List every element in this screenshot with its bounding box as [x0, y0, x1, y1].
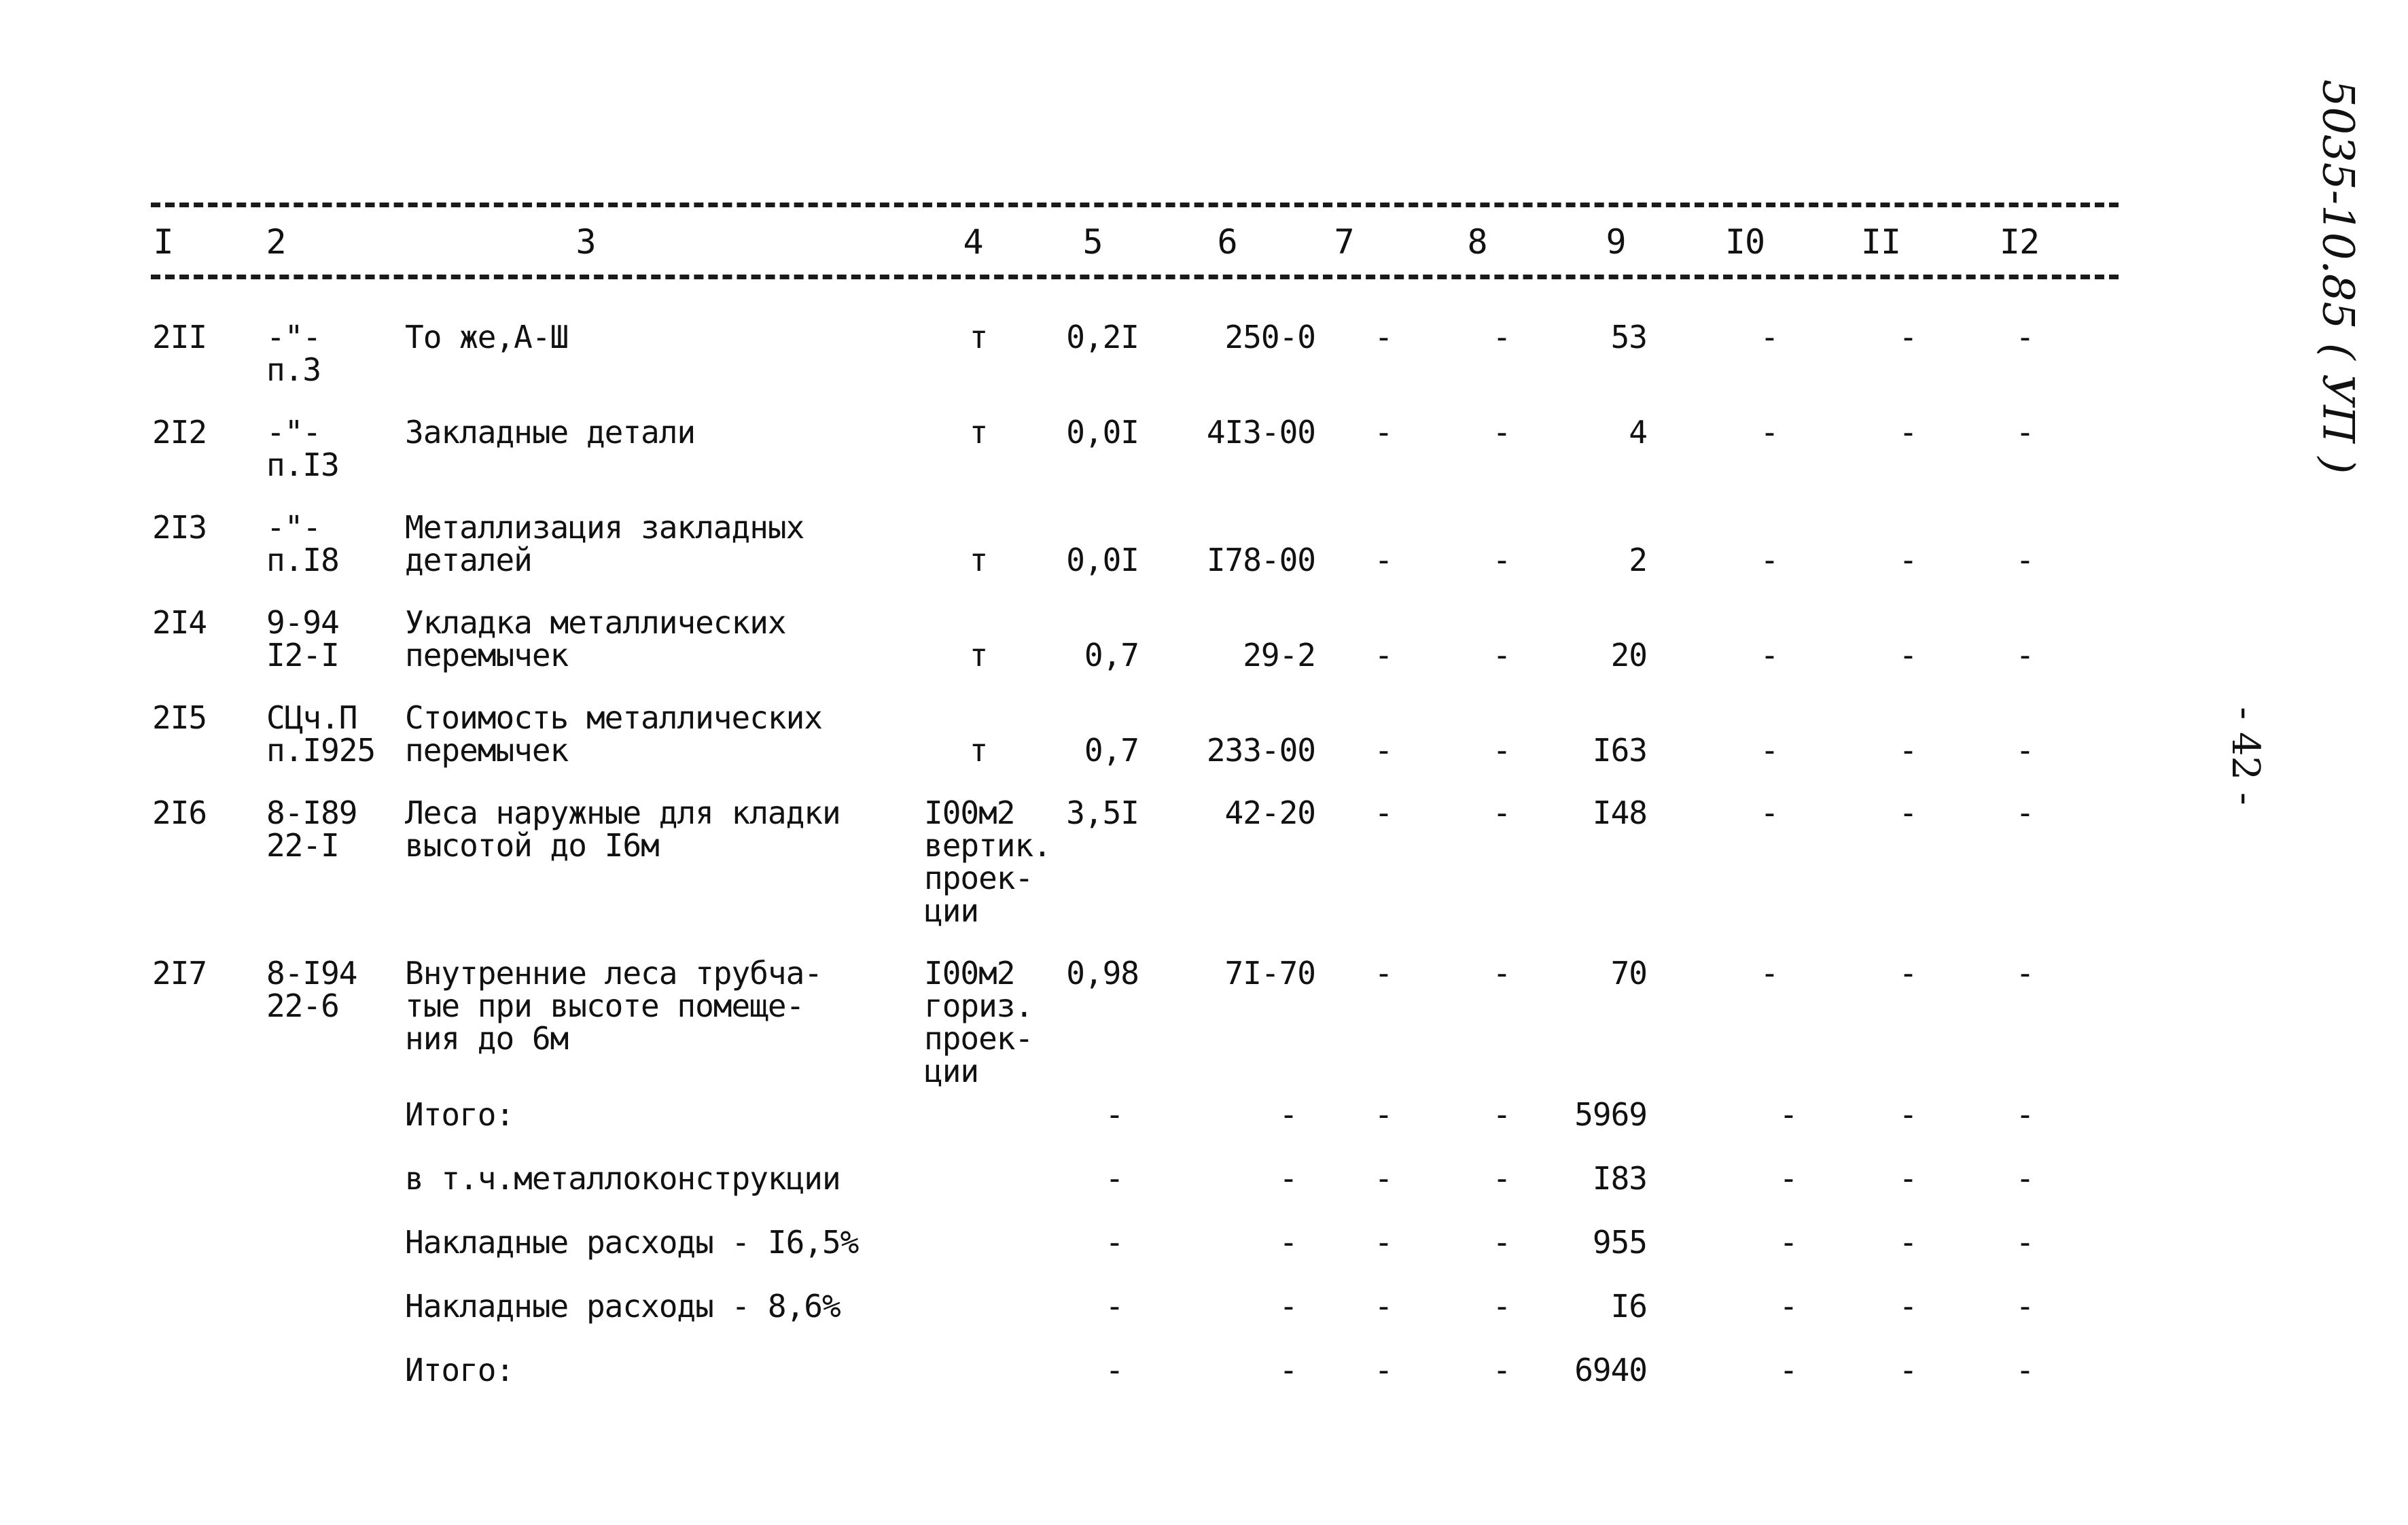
- row-price: I78-00: [1206, 542, 1315, 578]
- column-header-10: I0: [1724, 222, 1765, 262]
- row-col8: -: [1492, 319, 1511, 355]
- row-number: 2II: [152, 319, 207, 355]
- row-quantity: 0,98: [1066, 955, 1139, 992]
- summary-col11: -: [1898, 1160, 1917, 1197]
- column-header-6: 6: [1217, 222, 1237, 262]
- row-quantity: 0,2I: [1066, 319, 1139, 355]
- row-number: 2I5: [152, 699, 207, 736]
- row-col11: -: [1898, 414, 1917, 451]
- row-col12: -: [2015, 794, 2034, 831]
- summary-col12: -: [2015, 1288, 2034, 1325]
- row-total: 20: [1610, 637, 1647, 673]
- summary-col11: -: [1898, 1352, 1917, 1388]
- summary-col6: -: [1279, 1160, 1298, 1197]
- row-name-line: высотой до I6м: [405, 827, 659, 864]
- summary-label: Итого:: [405, 1352, 514, 1388]
- row-unit-line: I00м2: [924, 794, 1015, 831]
- document-code: 5035-10.85 ( УП ): [2312, 79, 2363, 474]
- row-quantity: 0,7: [1084, 732, 1139, 769]
- row-col7: -: [1374, 542, 1393, 578]
- row-code-line: СЦч.П: [266, 699, 357, 736]
- summary-col5: -: [1105, 1096, 1124, 1133]
- row-code-line: -"-: [266, 509, 321, 546]
- row-price: 29-2: [1243, 637, 1315, 673]
- column-header-11: II: [1860, 222, 1901, 262]
- row-col7: -: [1374, 955, 1393, 992]
- row-total: 53: [1610, 319, 1647, 355]
- page-number: - 42 -: [2223, 707, 2267, 805]
- summary-col8: -: [1492, 1160, 1511, 1197]
- summary-col10: -: [1779, 1160, 1798, 1197]
- row-code-line: п.I925: [266, 732, 376, 769]
- row-quantity: 0,0I: [1066, 414, 1139, 451]
- summary-col7: -: [1374, 1160, 1393, 1197]
- row-total: I63: [1592, 732, 1647, 769]
- row-name-line: Металлизация закладных: [405, 509, 804, 546]
- row-total: 4: [1629, 414, 1647, 451]
- row-col10: -: [1760, 955, 1779, 992]
- row-unit-line: гориз.: [924, 987, 1033, 1024]
- row-col8: -: [1492, 542, 1511, 578]
- row-col8: -: [1492, 637, 1511, 673]
- column-header-7: 7: [1334, 222, 1354, 262]
- row-unit-line: ции: [924, 1053, 979, 1089]
- row-col10: -: [1760, 414, 1779, 451]
- summary-label: Накладные расходы - 8,6%: [405, 1288, 840, 1325]
- summary-col11: -: [1898, 1288, 1917, 1325]
- row-unit-line: I00м2: [924, 955, 1015, 992]
- row-unit: т: [969, 414, 988, 451]
- row-code-line: 8-I89: [266, 794, 357, 831]
- row-code-line: 22-6: [266, 987, 339, 1024]
- summary-col8: -: [1492, 1096, 1511, 1133]
- row-name-line: То же,А-Ш: [405, 319, 569, 355]
- column-header-4: 4: [963, 222, 983, 262]
- row-code-line: п.3: [266, 351, 321, 388]
- row-code-line: I2-I: [266, 637, 339, 673]
- row-col10: -: [1760, 732, 1779, 769]
- column-header-8: 8: [1467, 222, 1487, 262]
- summary-col5: -: [1105, 1352, 1124, 1388]
- row-col11: -: [1898, 542, 1917, 578]
- row-number: 2I3: [152, 509, 207, 546]
- summary-col11: -: [1898, 1224, 1917, 1261]
- row-name-line: Укладка металлических: [405, 604, 786, 641]
- summary-col8: -: [1492, 1352, 1511, 1388]
- row-col8: -: [1492, 414, 1511, 451]
- row-total: 70: [1610, 955, 1647, 992]
- row-total: 2: [1629, 542, 1647, 578]
- summary-total: I6: [1610, 1288, 1647, 1325]
- row-col10: -: [1760, 794, 1779, 831]
- row-col8: -: [1492, 955, 1511, 992]
- row-name-line: перемычек: [405, 637, 569, 673]
- summary-col8: -: [1492, 1288, 1511, 1325]
- summary-col5: -: [1105, 1288, 1124, 1325]
- summary-col5: -: [1105, 1224, 1124, 1261]
- row-col12: -: [2015, 414, 2034, 451]
- row-code-line: п.I8: [266, 542, 339, 578]
- row-col10: -: [1760, 319, 1779, 355]
- row-name-line: перемычек: [405, 732, 569, 769]
- row-col12: -: [2015, 955, 2034, 992]
- row-col12: -: [2015, 637, 2034, 673]
- summary-col6: -: [1279, 1288, 1298, 1325]
- row-name-line: тые при высоте помеще-: [405, 987, 804, 1024]
- row-code-line: п.I3: [266, 446, 339, 483]
- row-name-line: Стоимость металлических: [405, 699, 822, 736]
- summary-col12: -: [2015, 1096, 2034, 1133]
- row-price: 42-20: [1224, 794, 1315, 831]
- row-col7: -: [1374, 732, 1393, 769]
- row-unit: т: [969, 542, 988, 578]
- row-number: 2I6: [152, 794, 207, 831]
- summary-total: 5969: [1574, 1096, 1647, 1133]
- row-col11: -: [1898, 794, 1917, 831]
- summary-col7: -: [1374, 1224, 1393, 1261]
- summary-col10: -: [1779, 1096, 1798, 1133]
- row-total: I48: [1592, 794, 1647, 831]
- summary-col7: -: [1374, 1288, 1393, 1325]
- summary-col7: -: [1374, 1352, 1393, 1388]
- row-quantity: 3,5I: [1066, 794, 1139, 831]
- summary-label: Итого:: [405, 1096, 514, 1133]
- summary-label: Накладные расходы - I6,5%: [405, 1224, 859, 1261]
- summary-col12: -: [2015, 1160, 2034, 1197]
- row-col11: -: [1898, 732, 1917, 769]
- row-unit: т: [969, 637, 988, 673]
- summary-col6: -: [1279, 1352, 1298, 1388]
- column-header-3: 3: [576, 222, 596, 262]
- row-name-line: деталей: [405, 542, 532, 578]
- row-col8: -: [1492, 732, 1511, 769]
- row-code-line: 8-I94: [266, 955, 357, 992]
- summary-col12: -: [2015, 1352, 2034, 1388]
- row-col12: -: [2015, 542, 2034, 578]
- header-bottom-rule: [151, 275, 2119, 279]
- row-col8: -: [1492, 794, 1511, 831]
- row-number: 2I4: [152, 604, 207, 641]
- summary-total: 6940: [1574, 1352, 1647, 1388]
- summary-col6: -: [1279, 1096, 1298, 1133]
- row-code-line: -"-: [266, 319, 321, 355]
- summary-total: 955: [1592, 1224, 1647, 1261]
- row-code-line: -"-: [266, 414, 321, 451]
- row-col12: -: [2015, 319, 2034, 355]
- summary-col10: -: [1779, 1288, 1798, 1325]
- summary-label: в т.ч.металлоконструкции: [405, 1160, 840, 1197]
- row-col10: -: [1760, 542, 1779, 578]
- column-header-9: 9: [1606, 222, 1626, 262]
- summary-col5: -: [1105, 1160, 1124, 1197]
- row-col7: -: [1374, 794, 1393, 831]
- column-header-5: 5: [1082, 222, 1103, 262]
- row-col11: -: [1898, 319, 1917, 355]
- column-header-12: I2: [1999, 222, 2040, 262]
- row-unit: т: [969, 319, 988, 355]
- row-name-line: ния до 6м: [405, 1020, 569, 1057]
- summary-col7: -: [1374, 1096, 1393, 1133]
- row-number: 2I2: [152, 414, 207, 451]
- row-col12: -: [2015, 732, 2034, 769]
- row-price: 233-00: [1206, 732, 1315, 769]
- summary-col11: -: [1898, 1096, 1917, 1133]
- row-number: 2I7: [152, 955, 207, 992]
- column-header-2: 2: [266, 222, 286, 262]
- row-unit-line: проек-: [924, 1020, 1033, 1057]
- summary-col6: -: [1279, 1224, 1298, 1261]
- column-header-1: I: [153, 222, 173, 262]
- row-unit-line: ции: [924, 892, 979, 929]
- row-name-line: Закладные детали: [405, 414, 696, 451]
- row-col10: -: [1760, 637, 1779, 673]
- row-col11: -: [1898, 637, 1917, 673]
- row-code-line: 9-94: [266, 604, 339, 641]
- row-price: 250-0: [1224, 319, 1315, 355]
- summary-col10: -: [1779, 1352, 1798, 1388]
- row-quantity: 0,0I: [1066, 542, 1139, 578]
- row-name-line: Леса наружные для кладки: [405, 794, 840, 831]
- summary-total: I83: [1592, 1160, 1647, 1197]
- row-quantity: 0,7: [1084, 637, 1139, 673]
- row-col7: -: [1374, 319, 1393, 355]
- row-price: 4I3-00: [1206, 414, 1315, 451]
- summary-col10: -: [1779, 1224, 1798, 1261]
- row-code-line: 22-I: [266, 827, 339, 864]
- row-col11: -: [1898, 955, 1917, 992]
- summary-col12: -: [2015, 1224, 2034, 1261]
- row-col7: -: [1374, 637, 1393, 673]
- header-top-rule: [151, 203, 2119, 207]
- row-unit: т: [969, 732, 988, 769]
- summary-col8: -: [1492, 1224, 1511, 1261]
- row-unit-line: вертик.: [924, 827, 1051, 864]
- row-name-line: Внутренние леса трубча-: [405, 955, 822, 992]
- row-unit-line: проек-: [924, 860, 1033, 896]
- row-price: 7I-70: [1224, 955, 1315, 992]
- row-col7: -: [1374, 414, 1393, 451]
